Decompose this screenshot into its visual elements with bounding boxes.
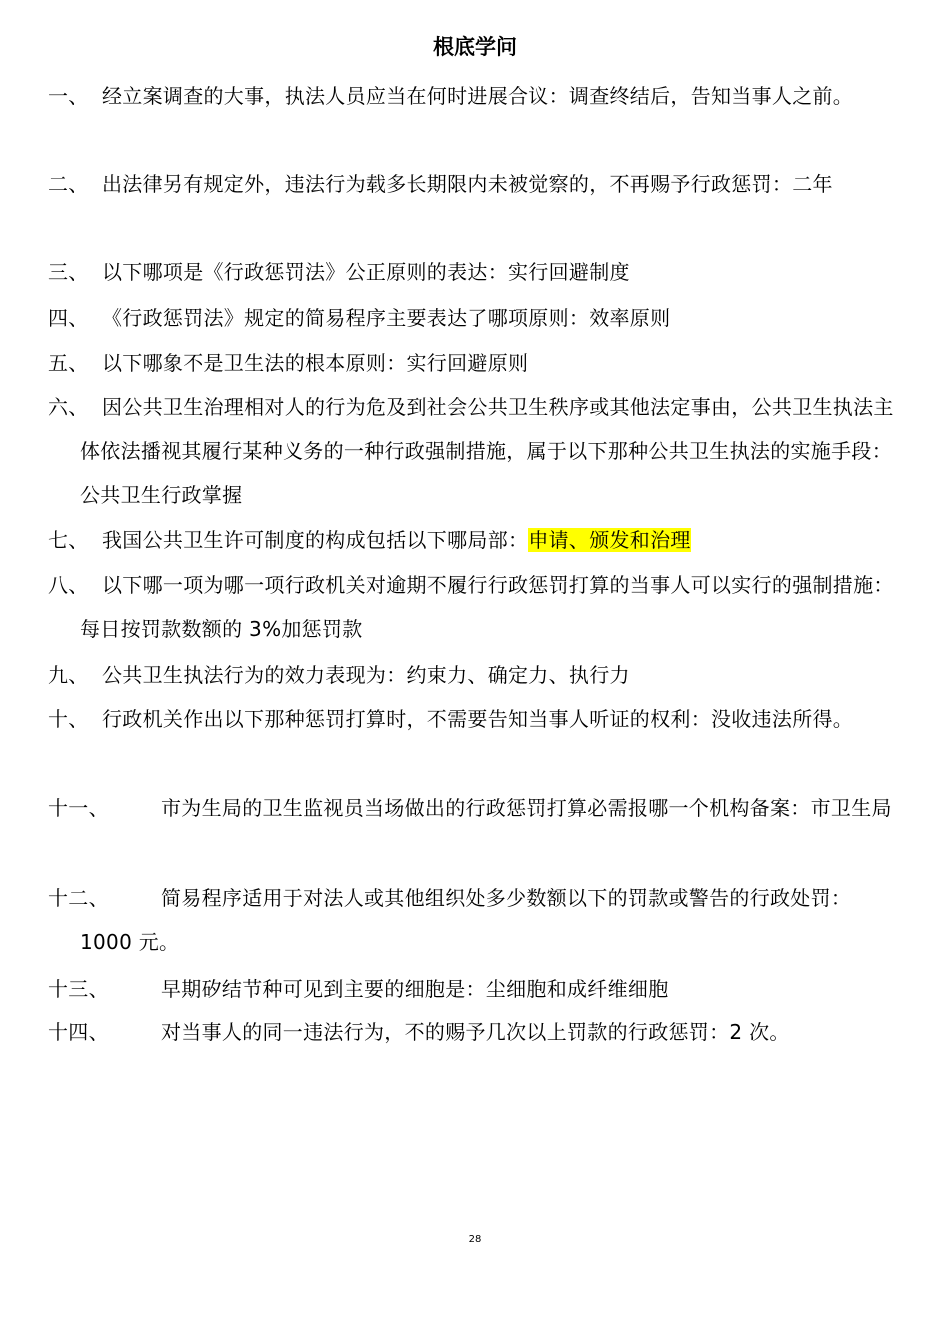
item-text: 因公共卫生治理相对人的行为危及到社会公共卫生秩序或其他法定事由，公共卫生执法主体依法播视其履行某种义务的一种行政强制措施，属于以下那种公共卫生执法的实施手段：公共卫生行政掌握: [80, 395, 894, 507]
list-item: [48, 697, 898, 741]
item-number: 十、: [48, 707, 89, 731]
item-number: 十四、: [48, 1020, 109, 1044]
list-item: [48, 967, 898, 1011]
item-number: 九、: [48, 663, 89, 687]
list-item: [48, 385, 898, 517]
list-item: [48, 341, 898, 385]
item-text: 以下哪项是《行政惩罚法》公正原则的表达：实行回避制度: [102, 260, 630, 284]
item-text: 行政机关作出以下那种惩罚打算时，不需要告知当事人听证的权利：没收违法所得。: [102, 707, 854, 731]
item-number: 十一、: [48, 796, 109, 820]
list-item: [48, 786, 898, 830]
item-text: 经立案调查的大事，执法人员应当在何时进展合议：调查终结后，告知当事人之前。: [102, 84, 854, 108]
item-text: 简易程序适用于对法人或其他组织处多少数额以下的罚款或警告的行政处罚：1000 元。: [80, 886, 852, 954]
item-number: 四、: [48, 306, 89, 330]
list-item: [48, 518, 898, 562]
item-number: 一、: [48, 84, 89, 108]
list-item: [48, 250, 898, 294]
item-text: 对当事人的同一违法行为，不的赐予几次以上罚款的行政惩罚：2 次。: [161, 1020, 790, 1044]
item-number: 七、: [48, 528, 89, 552]
list-item: [48, 296, 898, 340]
list-item: [48, 74, 898, 118]
list-item: [48, 563, 898, 651]
item-text: 我国公共卫生许可制度的构成包括以下哪局部：: [102, 528, 529, 552]
item-number: 六、: [48, 395, 89, 419]
item-text: 公共卫生执法行为的效力表现为：约束力、确定力、执行力: [102, 663, 630, 687]
page-title: 根底学问: [433, 35, 517, 59]
page-number: 28: [468, 1234, 482, 1245]
item-number: 五、: [48, 351, 89, 375]
highlighted-answer: 申请、颁发和治理: [528, 528, 691, 552]
item-number: 三、: [48, 260, 89, 284]
item-text: 早期矽结节种可见到主要的细胞是：尘细胞和成纤维细胞: [161, 977, 669, 1001]
item-number: 十三、: [48, 977, 109, 1001]
item-text: 以下哪象不是卫生法的根本原则：实行回避原则: [102, 351, 529, 375]
list-item: [48, 876, 898, 964]
item-text: 以下哪一项为哪一项行政机关对逾期不履行行政惩罚打算的当事人可以实行的强制措施：每日按罚款数额的 3%加惩罚款: [80, 573, 894, 641]
item-text: 《行政惩罚法》规定的简易程序主要表达了哪项原则：效率原则: [102, 306, 671, 330]
list-item: [48, 162, 898, 206]
list-item: [48, 1010, 898, 1054]
item-number: 十二、: [48, 886, 109, 910]
item-text: 市为生局的卫生监视员当场做出的行政惩罚打算必需报哪一个机构备案：市卫生局: [161, 796, 892, 820]
list-item: [48, 653, 898, 697]
item-text: 出法律另有规定外，违法行为载多长期限内未被觉察的，不再赐予行政惩罚：二年: [102, 172, 833, 196]
item-number: 二、: [48, 172, 89, 196]
item-number: 八、: [48, 573, 89, 597]
